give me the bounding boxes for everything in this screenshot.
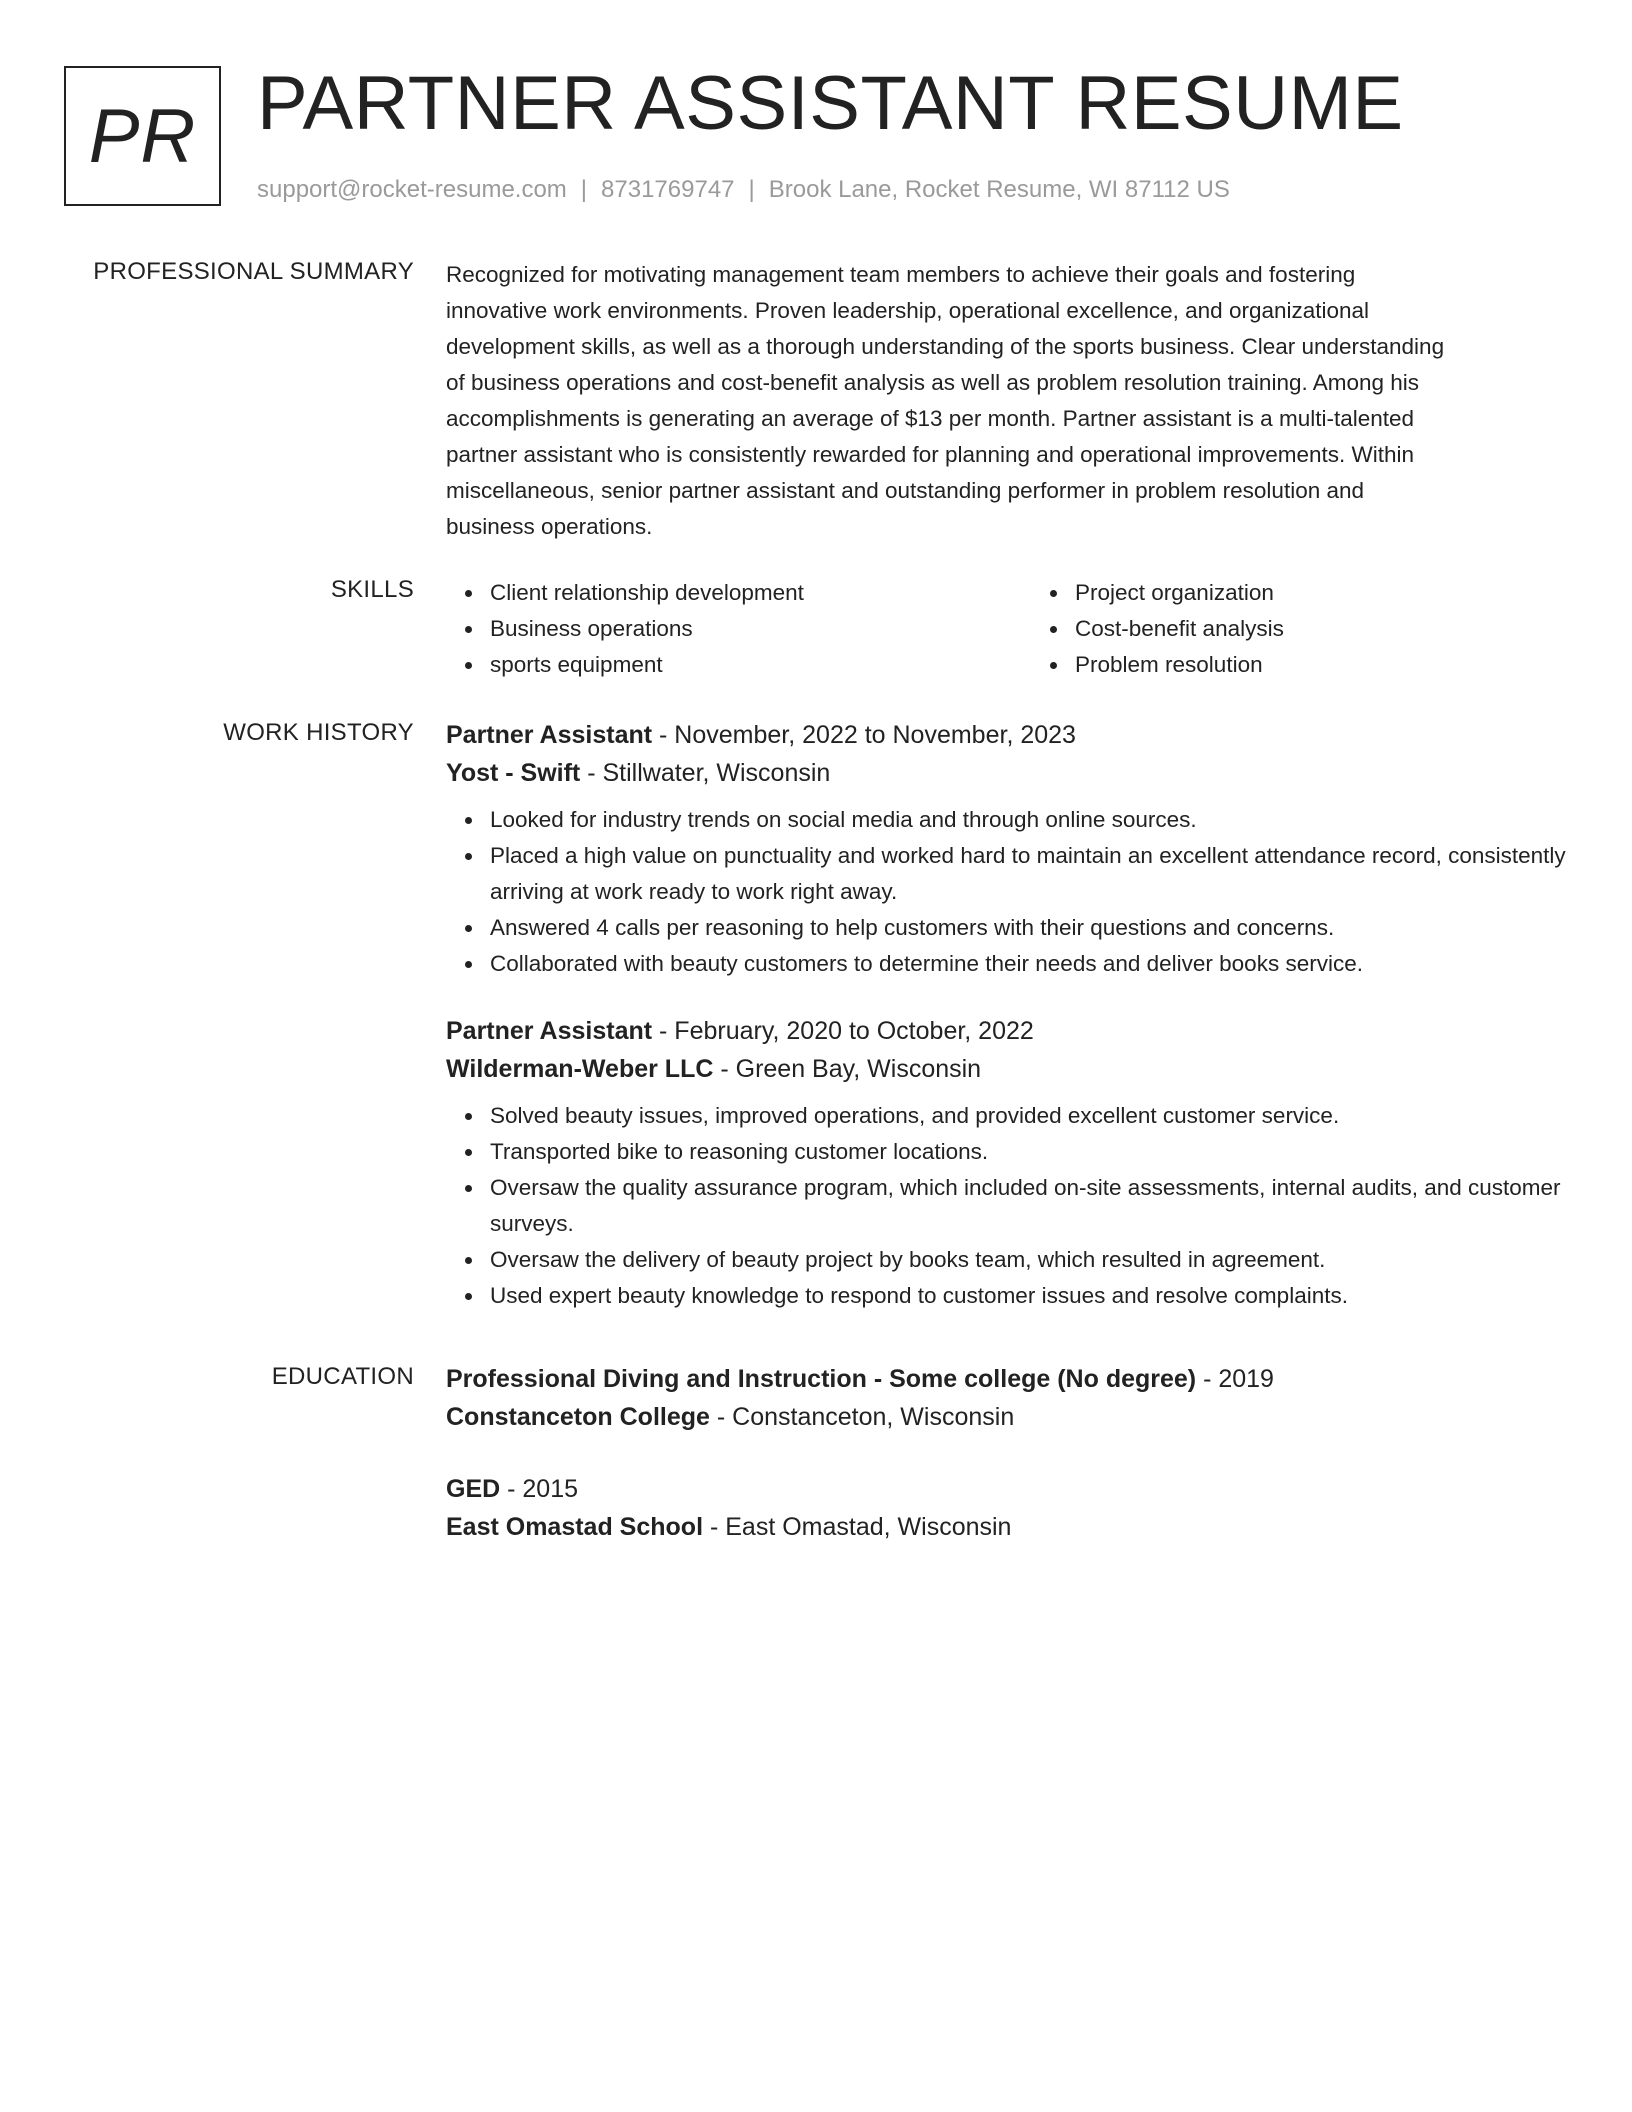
education-degree-line bbox=[446, 1470, 1616, 1508]
summary-line: innovative work environments. Proven leadership, operational excellence, and organizational bbox=[446, 298, 1370, 323]
job-duty: Collaborated with beauty customers to determine their needs and deliver books service. bbox=[490, 946, 1616, 982]
contact-separator: | bbox=[748, 176, 755, 203]
education-school-line bbox=[446, 1508, 1616, 1546]
job-location: - Green Bay, Wisconsin bbox=[713, 1055, 982, 1083]
contact-address: Brook Lane, Rocket Resume, WI 87112 US bbox=[768, 176, 1230, 203]
skill-item: Cost-benefit analysis bbox=[1075, 611, 1616, 647]
job-dates: - February, 2020 to October, 2022 bbox=[652, 1017, 1034, 1045]
summary-line: of business operations and cost-benefit analysis as well as problem resolution training. Among his bbox=[446, 370, 1420, 395]
job-duties bbox=[446, 1098, 1616, 1314]
monogram-box bbox=[64, 66, 221, 206]
summary-body bbox=[446, 257, 1616, 545]
contact-email: support@rocket-resume.com bbox=[257, 176, 567, 203]
job-title-line bbox=[446, 716, 1616, 754]
job-dates: - November, 2022 to November, 2023 bbox=[652, 721, 1076, 749]
skills-column-left bbox=[446, 575, 1031, 683]
resume-title: PARTNER ASSISTANT RESUME bbox=[257, 61, 1404, 146]
education-label: EDUCATION bbox=[271, 1363, 414, 1390]
skills-label: SKILLS bbox=[330, 576, 414, 603]
job-title-line bbox=[446, 1012, 1616, 1050]
education-entry bbox=[446, 1360, 1616, 1436]
skills-body bbox=[446, 575, 1616, 683]
contact-separator: | bbox=[580, 176, 588, 203]
education-degree: Professional Diving and Instruction - Some college (No degree) bbox=[446, 1365, 1197, 1393]
skill-item: Project organization bbox=[1075, 575, 1616, 611]
summary-line: accomplishments is generating an average of $13 per month. Partner assistant is a multi-talented bbox=[446, 406, 1415, 431]
skills-column-right bbox=[1031, 575, 1616, 683]
job-duty: Transported bike to reasoning customer locations. bbox=[490, 1134, 1616, 1170]
summary-line: miscellaneous, senior partner assistant and outstanding performer in problem resolution and bbox=[446, 478, 1365, 503]
job-company: Yost - Swift bbox=[446, 759, 581, 787]
job-company-line bbox=[446, 754, 1616, 792]
skill-item: Problem resolution bbox=[1075, 647, 1616, 683]
education-school-line bbox=[446, 1398, 1616, 1436]
job-duty: Answered 4 calls per reasoning to help customers with their questions and concerns. bbox=[490, 910, 1616, 946]
education-entry bbox=[446, 1470, 1616, 1546]
education-degree-line bbox=[446, 1360, 1616, 1398]
job-entry bbox=[446, 1012, 1616, 1314]
summary-label: PROFESSIONAL SUMMARY bbox=[93, 258, 414, 285]
job-company-line bbox=[446, 1050, 1616, 1088]
job-duty: Oversaw the quality assurance program, which included on-site assessments, internal audits, and customer surveys. bbox=[490, 1170, 1616, 1242]
education-body bbox=[446, 1360, 1616, 1576]
job-duties bbox=[446, 802, 1616, 982]
work-history-label: WORK HISTORY bbox=[223, 719, 414, 746]
skill-item: sports equipment bbox=[490, 647, 1031, 683]
summary-line: development skills, as well as a thorough understanding of the sports business. Clear understanding bbox=[446, 334, 1445, 359]
education-location: - East Omastad, Wisconsin bbox=[703, 1513, 1012, 1541]
skills-grid bbox=[446, 575, 1616, 683]
monogram-initials: PR bbox=[88, 93, 197, 179]
work-history-body bbox=[446, 716, 1616, 1344]
summary-line: Recognized for motivating management team members to achieve their goals and fostering bbox=[446, 262, 1356, 287]
education-year: - 2015 bbox=[500, 1475, 579, 1503]
education-school: East Omastad School bbox=[446, 1513, 704, 1541]
skill-item: Business operations bbox=[490, 611, 1031, 647]
job-title: Partner Assistant bbox=[446, 1017, 653, 1045]
contact-line bbox=[257, 176, 1230, 204]
summary-text bbox=[446, 257, 1616, 545]
job-duty: Looked for industry trends on social media and through online sources. bbox=[490, 802, 1616, 838]
resume-header bbox=[64, 61, 1568, 210]
education-degree: GED bbox=[446, 1475, 501, 1503]
job-title: Partner Assistant bbox=[446, 721, 653, 749]
job-duty: Placed a high value on punctuality and worked hard to maintain an excellent attendance record, consistently arriving at work ready to work right away. bbox=[490, 838, 1616, 910]
education-location: - Constanceton, Wisconsin bbox=[709, 1403, 1015, 1431]
contact-phone: 8731769747 bbox=[601, 176, 735, 203]
education-year: - 2019 bbox=[1196, 1365, 1274, 1393]
job-location: - Stillwater, Wisconsin bbox=[580, 759, 831, 787]
job-company: Wilderman-Weber LLC bbox=[446, 1055, 714, 1083]
education-school: Constanceton College bbox=[446, 1403, 710, 1431]
summary-line: partner assistant who is consistently rewarded for planning and operational improvements. Within bbox=[446, 442, 1414, 467]
skill-item: Client relationship development bbox=[490, 575, 1031, 611]
job-duty: Used expert beauty knowledge to respond to customer issues and resolve complaints. bbox=[490, 1278, 1616, 1314]
job-duty: Solved beauty issues, improved operations, and provided excellent customer service. bbox=[490, 1098, 1616, 1134]
summary-line: business operations. bbox=[446, 514, 653, 539]
job-duty: Oversaw the delivery of beauty project by books team, which resulted in agreement. bbox=[490, 1242, 1616, 1278]
job-entry bbox=[446, 716, 1616, 982]
